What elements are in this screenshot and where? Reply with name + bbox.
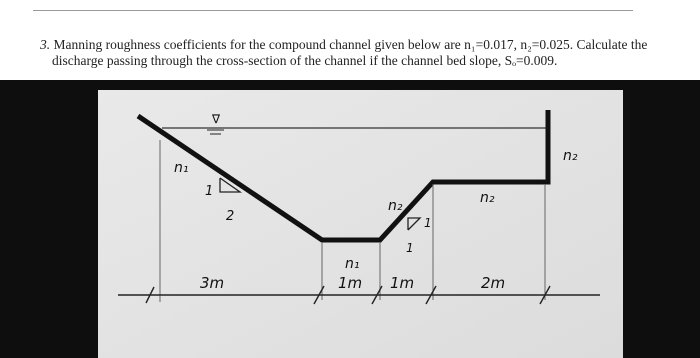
slope-right-run: 1 <box>406 241 414 255</box>
question-number: 3. <box>40 37 51 52</box>
label-n2-slope: n₂ <box>388 198 403 214</box>
dim-right-slope: 1m <box>390 274 415 292</box>
label-n1-left: n₁ <box>174 160 189 176</box>
dim-bottom-width: 1m <box>338 274 363 292</box>
label-n1-bottom: n₁ <box>345 256 360 272</box>
slope-left-run: 2 <box>226 209 235 224</box>
dim-berm-width: 2m <box>481 274 506 292</box>
question-line-2: discharge passing through the cross-section of the channel if the channel bed slope, Sₒ=0.009. <box>52 53 558 68</box>
question-line-1 <box>40 37 660 53</box>
paper-sheet <box>98 90 623 358</box>
slope-left-rise: 1 <box>205 184 214 199</box>
label-n2-berm: n₂ <box>480 190 495 206</box>
channel-sketch-svg <box>0 80 700 358</box>
top-rule <box>33 10 633 11</box>
dim-left-base: 3m <box>200 274 225 292</box>
label-n2-wall: n₂ <box>563 148 578 164</box>
channel-sketch-photo <box>0 80 700 358</box>
question-line-1-text: Manning roughness coefficients for the compound channel given below are n₁=0.017, n₂=0.025. Calculate the <box>53 37 648 52</box>
water-level-symbol: ∇ <box>212 112 221 126</box>
slope-right-rise: 1 <box>424 216 432 230</box>
question-text <box>40 37 660 69</box>
